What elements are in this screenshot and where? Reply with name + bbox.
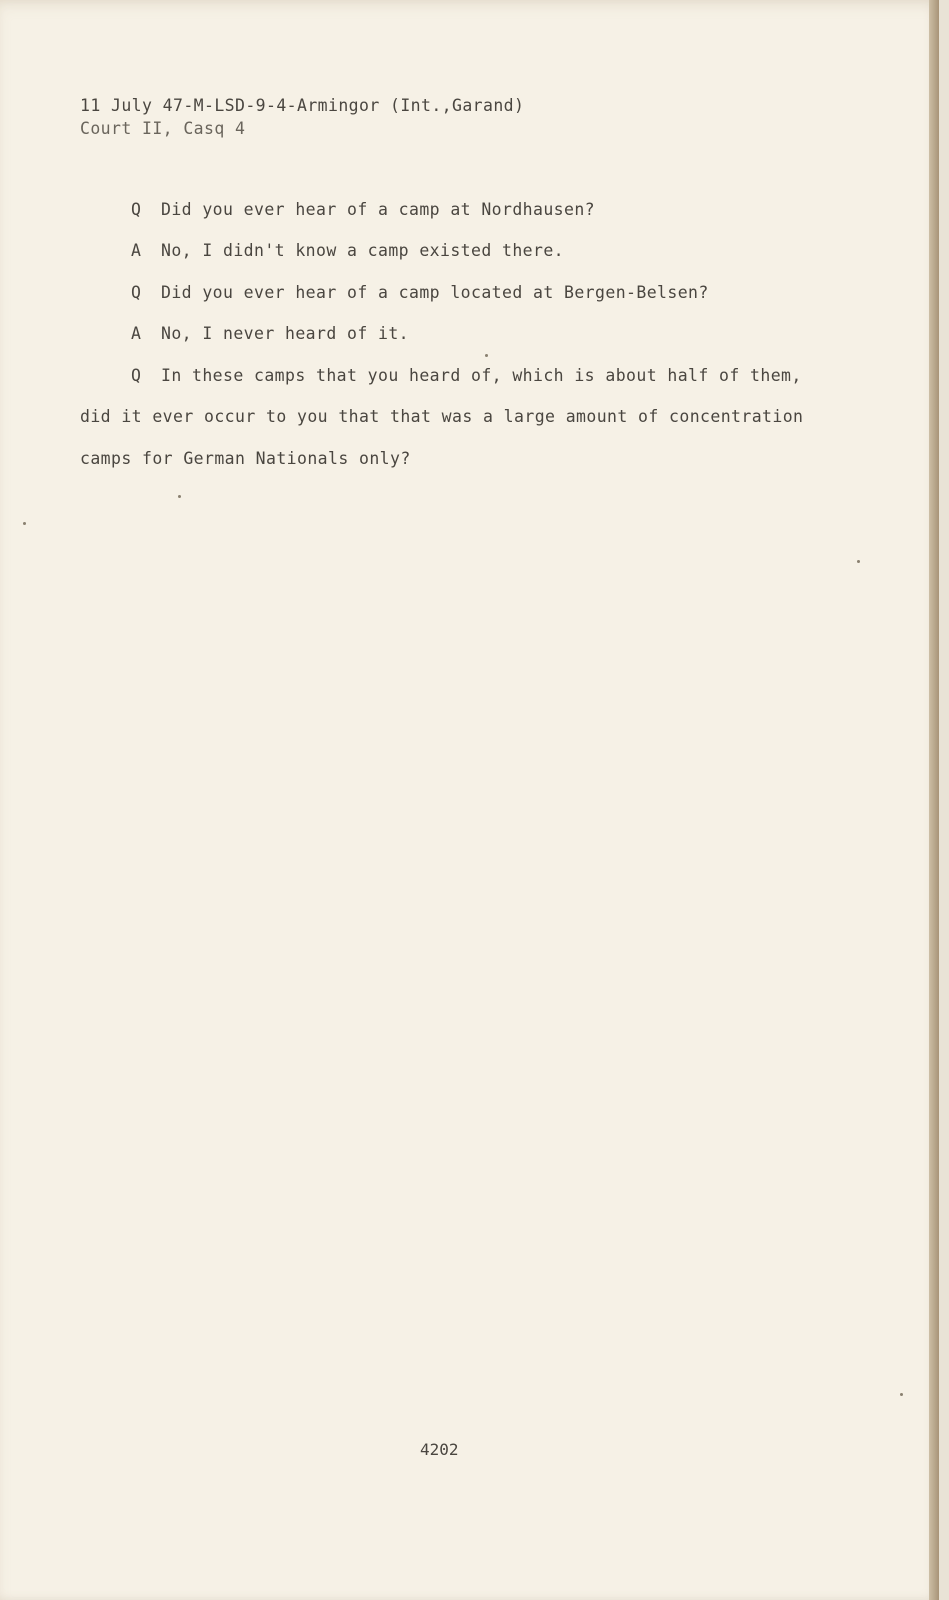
transcript-continuation-line: did it ever occur to you that that was a large amount of concentration [80, 407, 804, 426]
transcript-text: Did you ever hear of a camp at Nordhausen? [161, 200, 596, 219]
paper-speck [23, 522, 26, 525]
speaker-marker: A [131, 324, 142, 343]
page-number: 4202 [420, 1440, 459, 1459]
transcript-entry [80, 241, 860, 265]
transcript-text: In these camps that you heard of, which is about half of them, [161, 366, 802, 385]
transcript-text: Did you ever hear of a camp located at Bergen-Belsen? [161, 283, 709, 302]
speaker-marker: Q [131, 283, 142, 302]
paper-speck [900, 1393, 903, 1396]
header-line-1: 11 July 47-M-LSD-9-4-Armingor (Int.,Garand) [80, 96, 525, 115]
transcript-entry [80, 324, 860, 348]
header-line-2: Court II, Casq 4 [80, 119, 246, 138]
page-edge [929, 0, 939, 1600]
transcript-entry [80, 366, 860, 390]
speaker-marker: Q [131, 366, 142, 385]
paper-speck [857, 560, 860, 563]
paper-speck [485, 354, 488, 357]
speaker-marker: A [131, 241, 142, 260]
transcript-entry [80, 200, 860, 224]
transcript-text: No, I never heard of it. [161, 324, 410, 343]
transcript-text: No, I didn't know a camp existed there. [161, 241, 565, 260]
transcript-continuation-line: camps for German Nationals only? [80, 449, 411, 468]
transcript-entry [80, 283, 860, 307]
speaker-marker: Q [131, 200, 142, 219]
paper-speck [178, 495, 181, 498]
